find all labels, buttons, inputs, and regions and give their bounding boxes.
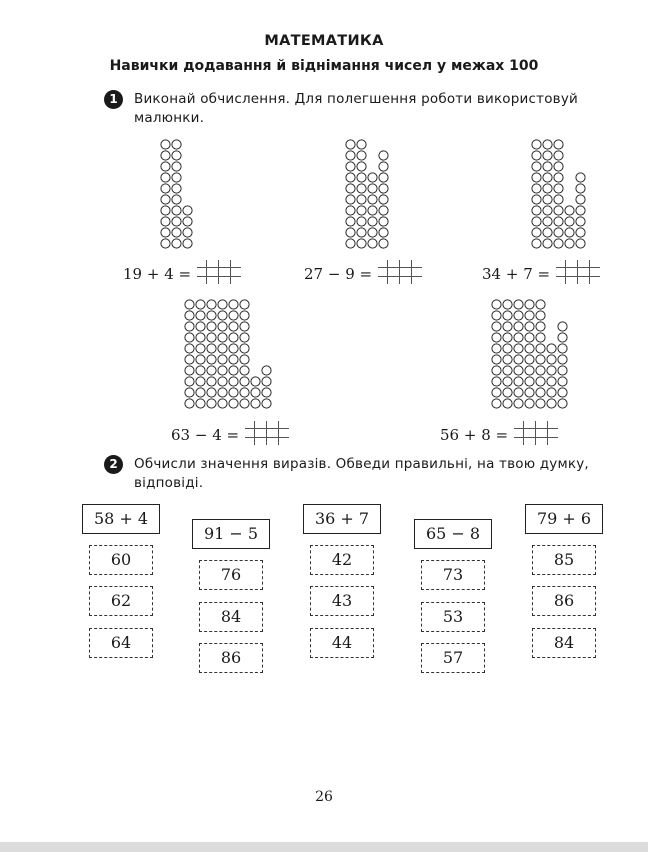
counting-circle (218, 344, 227, 353)
counting-circle (207, 377, 216, 386)
counting-circle (240, 344, 249, 353)
counting-circle (503, 388, 512, 397)
counting-circle (525, 311, 534, 320)
counting-circle (196, 333, 205, 342)
counting-circle (346, 228, 355, 237)
counting-circle (172, 140, 181, 149)
counting-circle (161, 184, 170, 193)
answer-option[interactable]: 57 (421, 643, 485, 673)
counting-circle (554, 162, 563, 171)
counting-circle (357, 195, 366, 204)
counting-circle (576, 195, 585, 204)
answer-option[interactable]: 43 (310, 586, 374, 616)
counting-circle (565, 228, 574, 237)
counting-circle (503, 344, 512, 353)
counting-circle (207, 366, 216, 375)
counting-circle (525, 322, 534, 331)
counting-circle (368, 206, 377, 215)
counting-circle (532, 151, 541, 160)
counting-circle (183, 239, 192, 248)
expression-box: 36 + 7 (303, 504, 381, 534)
counting-circle (532, 140, 541, 149)
counting-circle (525, 366, 534, 375)
counting-circle (240, 399, 249, 408)
counting-circle (346, 217, 355, 226)
counting-circle (207, 355, 216, 364)
counting-circle (172, 195, 181, 204)
counting-circle (218, 322, 227, 331)
counting-circle (262, 377, 271, 386)
counting-circle (536, 377, 545, 386)
counting-circle (161, 140, 170, 149)
equation (482, 260, 600, 288)
counting-circle (346, 195, 355, 204)
subject-title: МАТЕМАТИКА (264, 33, 384, 49)
dot-picture (530, 138, 587, 250)
counting-circle (346, 151, 355, 160)
counting-circle (492, 355, 501, 364)
counting-circle (185, 355, 194, 364)
counting-circle (576, 206, 585, 215)
counting-circle (172, 206, 181, 215)
counting-circle (357, 228, 366, 237)
counting-circle (229, 300, 238, 309)
answer-option[interactable]: 64 (89, 628, 153, 658)
answer-option[interactable]: 86 (199, 643, 263, 673)
answer-option[interactable]: 86 (532, 586, 596, 616)
counting-circle (492, 388, 501, 397)
answer-option[interactable]: 85 (532, 545, 596, 575)
counting-circle (536, 311, 545, 320)
counting-circle (503, 300, 512, 309)
counting-circle (229, 322, 238, 331)
counting-circle (554, 140, 563, 149)
counting-circle (262, 399, 271, 408)
counting-circle (207, 300, 216, 309)
counting-circle (207, 399, 216, 408)
counting-circle (218, 366, 227, 375)
counting-circle (357, 151, 366, 160)
counting-circle (229, 388, 238, 397)
counting-circle (532, 228, 541, 237)
bottom-edge (0, 842, 648, 852)
counting-circle (558, 388, 567, 397)
counting-circle (185, 388, 194, 397)
counting-circle (532, 206, 541, 215)
counting-circle (554, 173, 563, 182)
answer-option[interactable]: 76 (199, 560, 263, 590)
dot-picture (490, 298, 569, 410)
counting-circle (240, 300, 249, 309)
counting-circle (218, 388, 227, 397)
counting-circle (525, 388, 534, 397)
counting-circle (514, 355, 523, 364)
counting-circle (514, 377, 523, 386)
counting-circle (207, 388, 216, 397)
counting-circle (240, 366, 249, 375)
equation-expression: 63 − 4 = (171, 426, 240, 444)
answer-option[interactable]: 60 (89, 545, 153, 575)
counting-circle (514, 311, 523, 320)
counting-circle (207, 322, 216, 331)
counting-circle (196, 388, 205, 397)
answer-grid[interactable] (197, 260, 241, 288)
counting-circle (554, 228, 563, 237)
counting-circle (240, 311, 249, 320)
counting-circle (558, 366, 567, 375)
counting-circle (547, 388, 556, 397)
counting-circle (492, 344, 501, 353)
counting-circle (229, 333, 238, 342)
counting-circle (196, 311, 205, 320)
counting-circle (185, 333, 194, 342)
equation-expression: 56 + 8 = (440, 426, 509, 444)
page-title: Навички додавання й віднімання чисел у межах 100 (109, 58, 539, 74)
counting-circle (503, 399, 512, 408)
counting-circle (554, 206, 563, 215)
counting-circle (172, 217, 181, 226)
counting-circle (536, 300, 545, 309)
counting-circle (185, 322, 194, 331)
counting-circle (492, 322, 501, 331)
counting-circle (558, 333, 567, 342)
counting-circle (514, 344, 523, 353)
counting-circle (514, 300, 523, 309)
counting-circle (346, 184, 355, 193)
counting-circle (532, 195, 541, 204)
counting-circle (543, 195, 552, 204)
expression-box: 65 − 8 (414, 519, 492, 549)
counting-circle (207, 311, 216, 320)
counting-circle (357, 217, 366, 226)
counting-circle (185, 366, 194, 375)
counting-circle (492, 399, 501, 408)
counting-circle (536, 388, 545, 397)
answer-option[interactable]: 53 (421, 602, 485, 632)
counting-circle (357, 173, 366, 182)
counting-circle (357, 140, 366, 149)
counting-circle (576, 239, 585, 248)
counting-circle (558, 355, 567, 364)
counting-circle (543, 140, 552, 149)
counting-circle (525, 377, 534, 386)
equation (123, 260, 241, 288)
counting-circle (196, 355, 205, 364)
counting-circle (558, 322, 567, 331)
dot-picture (344, 138, 390, 250)
counting-circle (172, 239, 181, 248)
counting-circle (532, 173, 541, 182)
counting-circle (262, 366, 271, 375)
counting-circle (543, 162, 552, 171)
counting-circle (547, 355, 556, 364)
counting-circle (218, 355, 227, 364)
counting-circle (503, 333, 512, 342)
answer-grid[interactable] (245, 421, 289, 449)
counting-circle (218, 333, 227, 342)
counting-circle (532, 162, 541, 171)
answer-grid[interactable] (514, 421, 558, 449)
counting-circle (183, 228, 192, 237)
counting-circle (218, 300, 227, 309)
dot-picture (183, 298, 273, 410)
counting-circle (576, 217, 585, 226)
expression-box: 91 − 5 (192, 519, 270, 549)
counting-circle (514, 333, 523, 342)
counting-circle (229, 311, 238, 320)
counting-circle (565, 217, 574, 226)
counting-circle (196, 344, 205, 353)
counting-circle (161, 228, 170, 237)
counting-circle (357, 206, 366, 215)
counting-circle (172, 184, 181, 193)
counting-circle (262, 388, 271, 397)
counting-circle (240, 322, 249, 331)
equation-expression: 27 − 9 = (304, 265, 373, 283)
counting-circle (525, 344, 534, 353)
counting-circle (240, 388, 249, 397)
counting-circle (196, 377, 205, 386)
answer-option[interactable]: 73 (421, 560, 485, 590)
answer-option[interactable]: 42 (310, 545, 374, 575)
counting-circle (543, 217, 552, 226)
counting-circle (576, 173, 585, 182)
expression-box: 79 + 6 (525, 504, 603, 534)
counting-circle (532, 184, 541, 193)
counting-circle (492, 366, 501, 375)
counting-circle (492, 333, 501, 342)
counting-circle (558, 344, 567, 353)
counting-circle (172, 151, 181, 160)
equation-expression: 19 + 4 = (123, 265, 192, 283)
counting-circle (536, 399, 545, 408)
counting-circle (185, 344, 194, 353)
counting-circle (503, 377, 512, 386)
counting-circle (218, 311, 227, 320)
counting-circle (229, 366, 238, 375)
answer-option[interactable]: 62 (89, 586, 153, 616)
counting-circle (161, 151, 170, 160)
counting-circle (532, 217, 541, 226)
counting-circle (218, 377, 227, 386)
task-1-number-badge: 1 (104, 90, 123, 109)
counting-circle (346, 239, 355, 248)
counting-circle (357, 184, 366, 193)
counting-circle (525, 300, 534, 309)
equation-expression: 34 + 7 = (482, 265, 551, 283)
counting-circle (558, 377, 567, 386)
counting-circle (543, 239, 552, 248)
counting-circle (346, 140, 355, 149)
counting-circle (554, 184, 563, 193)
answer-grid[interactable] (378, 260, 422, 288)
counting-circle (576, 184, 585, 193)
counting-circle (379, 184, 388, 193)
counting-circle (172, 162, 181, 171)
counting-circle (536, 333, 545, 342)
counting-circle (161, 162, 170, 171)
counting-circle (229, 344, 238, 353)
counting-circle (368, 217, 377, 226)
counting-circle (536, 322, 545, 331)
counting-circle (379, 195, 388, 204)
counting-circle (346, 206, 355, 215)
counting-circle (379, 217, 388, 226)
counting-circle (514, 399, 523, 408)
counting-circle (346, 162, 355, 171)
counting-circle (196, 300, 205, 309)
task-1-instruction: Виконай обчислення. Для полегшення роботи використовуй малюнки. (134, 91, 578, 126)
dot-picture (159, 138, 194, 250)
counting-circle (565, 239, 574, 248)
counting-circle (368, 195, 377, 204)
counting-circle (251, 377, 260, 386)
counting-circle (357, 162, 366, 171)
counting-circle (161, 173, 170, 182)
counting-circle (357, 239, 366, 248)
counting-circle (554, 195, 563, 204)
counting-circle (547, 399, 556, 408)
answer-option[interactable]: 84 (532, 628, 596, 658)
counting-circle (207, 333, 216, 342)
counting-circle (185, 300, 194, 309)
counting-circle (503, 322, 512, 331)
counting-circle (554, 151, 563, 160)
counting-circle (536, 344, 545, 353)
counting-circle (185, 377, 194, 386)
counting-circle (196, 322, 205, 331)
answer-option[interactable]: 84 (199, 602, 263, 632)
counting-circle (525, 355, 534, 364)
counting-circle (185, 311, 194, 320)
counting-circle (503, 366, 512, 375)
counting-circle (368, 173, 377, 182)
counting-circle (368, 184, 377, 193)
counting-circle (368, 239, 377, 248)
counting-circle (554, 239, 563, 248)
counting-circle (240, 333, 249, 342)
counting-circle (543, 173, 552, 182)
counting-circle (492, 311, 501, 320)
counting-circle (185, 399, 194, 408)
counting-circle (525, 399, 534, 408)
counting-circle (251, 399, 260, 408)
counting-circle (543, 151, 552, 160)
counting-circle (547, 377, 556, 386)
counting-circle (229, 355, 238, 364)
counting-circle (547, 344, 556, 353)
counting-circle (229, 399, 238, 408)
equation (304, 260, 422, 288)
answer-option[interactable]: 44 (310, 628, 374, 658)
counting-circle (558, 399, 567, 408)
task-2-number-badge: 2 (104, 455, 123, 474)
counting-circle (503, 355, 512, 364)
equation (171, 421, 289, 449)
counting-circle (379, 206, 388, 215)
counting-circle (161, 206, 170, 215)
counting-circle (503, 311, 512, 320)
counting-circle (368, 228, 377, 237)
counting-circle (161, 239, 170, 248)
answer-grid[interactable] (556, 260, 600, 288)
counting-circle (172, 228, 181, 237)
counting-circle (525, 333, 534, 342)
counting-circle (543, 206, 552, 215)
counting-circle (379, 228, 388, 237)
counting-circle (514, 388, 523, 397)
counting-circle (536, 355, 545, 364)
counting-circle (565, 206, 574, 215)
counting-circle (379, 173, 388, 182)
counting-circle (547, 366, 556, 375)
counting-circle (492, 300, 501, 309)
counting-circle (229, 377, 238, 386)
counting-circle (183, 217, 192, 226)
counting-circle (532, 239, 541, 248)
counting-circle (492, 377, 501, 386)
task-2-instruction: Обчисли значення виразів. Обведи правильні, на твою думку, відповіді. (134, 456, 589, 491)
counting-circle (543, 184, 552, 193)
counting-circle (576, 228, 585, 237)
counting-circle (161, 195, 170, 204)
equation (440, 421, 558, 449)
counting-circle (196, 366, 205, 375)
counting-circle (196, 399, 205, 408)
counting-circle (161, 217, 170, 226)
counting-circle (240, 355, 249, 364)
counting-circle (379, 239, 388, 248)
counting-circle (207, 344, 216, 353)
counting-circle (536, 366, 545, 375)
counting-circle (543, 228, 552, 237)
counting-circle (514, 366, 523, 375)
counting-circle (172, 173, 181, 182)
expression-box: 58 + 4 (82, 504, 160, 534)
counting-circle (379, 151, 388, 160)
counting-circle (218, 399, 227, 408)
counting-circle (183, 206, 192, 215)
counting-circle (379, 162, 388, 171)
counting-circle (514, 322, 523, 331)
counting-circle (251, 388, 260, 397)
counting-circle (346, 173, 355, 182)
counting-circle (554, 217, 563, 226)
page-number: 26 (315, 789, 333, 805)
counting-circle (240, 377, 249, 386)
